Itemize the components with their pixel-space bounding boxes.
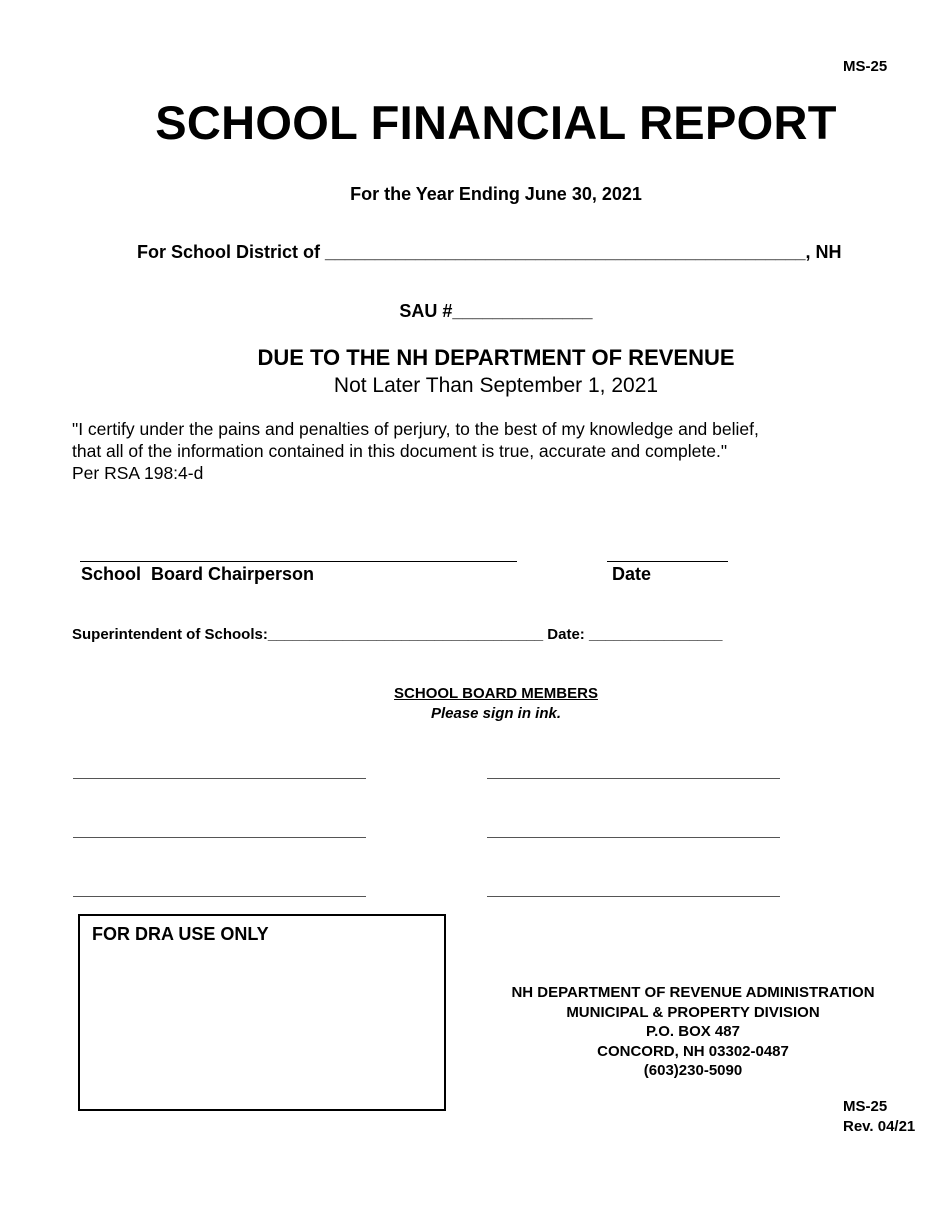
form-number-top: MS-25 xyxy=(843,58,888,75)
address-line-1: NH DEPARTMENT OF REVENUE ADMINISTRATION xyxy=(511,984,875,1001)
sau-number-field[interactable]: SAU #______________ xyxy=(399,301,593,321)
certification-line-3: Per RSA 198:4-d xyxy=(72,463,204,483)
board-members-note: Please sign in ink. xyxy=(430,705,562,722)
chairperson-signature-line[interactable] xyxy=(80,561,517,562)
dra-use-only-label: FOR DRA USE ONLY xyxy=(92,924,269,944)
board-members-heading: SCHOOL BOARD MEMBERS xyxy=(394,685,598,702)
dra-use-only-box xyxy=(78,914,446,1111)
address-line-4: CONCORD, NH 03302-0487 xyxy=(597,1042,789,1060)
address-line-3: P.O. BOX 487 xyxy=(646,1023,740,1040)
dra-mailing-address xyxy=(495,983,891,1081)
superintendent-signature-field[interactable]: Superintendent of Schools:_________________________________ Date: ________________ xyxy=(72,626,723,643)
due-heading: DUE TO THE NH DEPARTMENT OF REVENUE xyxy=(257,345,735,370)
due-deadline: Not Later Than September 1, 2021 xyxy=(333,374,659,397)
board-member-signature-line[interactable] xyxy=(487,837,780,838)
board-member-signature-line[interactable] xyxy=(73,896,366,897)
certification-line-1: "I certify under the pains and penalties of perjury, to the best of my knowledge and belief, xyxy=(72,419,759,439)
form-revision: Rev. 04/21 xyxy=(843,1118,916,1135)
board-member-signature-line[interactable] xyxy=(487,896,780,897)
form-footer xyxy=(843,1097,915,1137)
chairperson-date-line[interactable] xyxy=(607,561,728,562)
chairperson-label: School Board Chairperson xyxy=(81,564,315,584)
board-member-signature-line[interactable] xyxy=(487,778,780,779)
page-title: SCHOOL FINANCIAL REPORT xyxy=(155,96,837,149)
board-member-signature-line[interactable] xyxy=(73,837,366,838)
form-number-bottom: MS-25 xyxy=(843,1098,888,1115)
address-line-5: (603)230-5090 xyxy=(643,1062,743,1079)
address-line-2: MUNICIPAL & PROPERTY DIVISION xyxy=(566,1003,820,1021)
certification-statement xyxy=(72,418,892,484)
year-ending: For the Year Ending June 30, 2021 xyxy=(350,184,642,204)
board-member-signature-line[interactable] xyxy=(73,778,366,779)
date-label: Date xyxy=(612,564,652,584)
school-district-field[interactable]: For School District of ________________________________________________, NH xyxy=(137,242,842,262)
certification-line-2: that all of the information contained in this document is true, accurate and complete." xyxy=(72,441,728,461)
